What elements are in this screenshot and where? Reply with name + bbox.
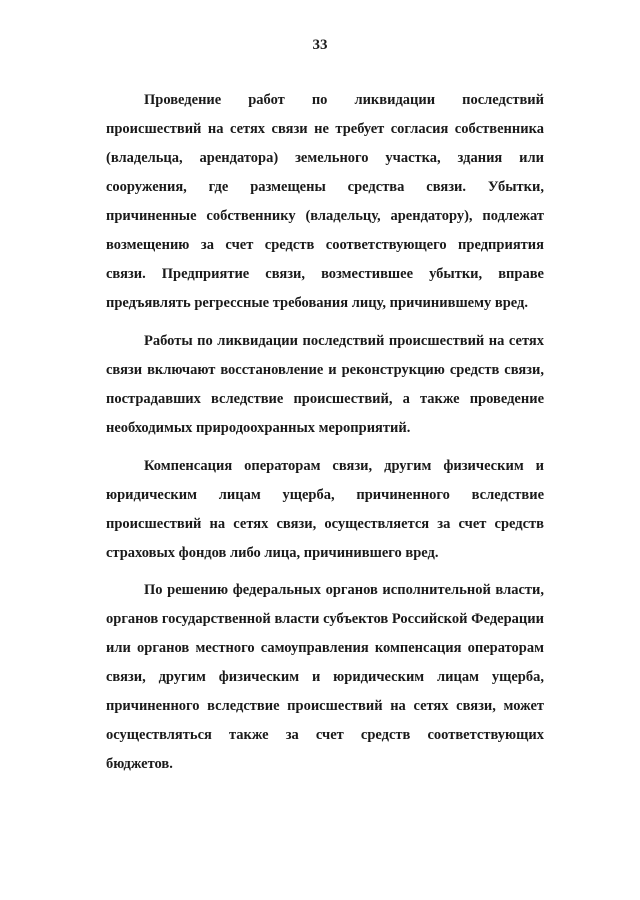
paragraph-repair-works: Проведение работ по ликвидации последствий происшествий на сетях связи не требует согласия собственника (владельца, арендатора) земельного участка, здания или сооружения, где размещены средства связи. Убытки, причиненные собственнику (владельцу, арендатору), подлежат возмещению за счет средств соответствующего предприятия связи. Предприятие связи, возместившее убытки, вправе предъявлять регрессные требования лицу, причинившему вред.: [106, 92, 544, 311]
page-number: 33: [312, 37, 328, 53]
paragraph-liquidation-works: Работы по ликвидации последствий происшествий на сетях связи включают восстановление и реконструкцию средств связи, пострадавших вследствие происшествий, а также проведение необходимых природоохранных мероприятий.: [106, 333, 544, 436]
paragraph-compensation: Компенсация операторам связи, другим физическим и юридическим лицам ущерба, причиненного вследствие происшествий на сетях связи, осуществляется за счет средств страховых фондов либо лица, причинившего вред.: [106, 458, 544, 561]
paragraph-budget-compensation: По решению федеральных органов исполнительной власти, органов государственной власти субъектов Российской Федерации или органов местного самоуправления компенсация операторам связи, другим физическим и юридическим лицам ущерба, причиненного вследствие происшествий на сетях связи, может осуществляться также за счет средств соответствующих бюджетов.: [106, 582, 544, 772]
document-body: [106, 86, 544, 779]
